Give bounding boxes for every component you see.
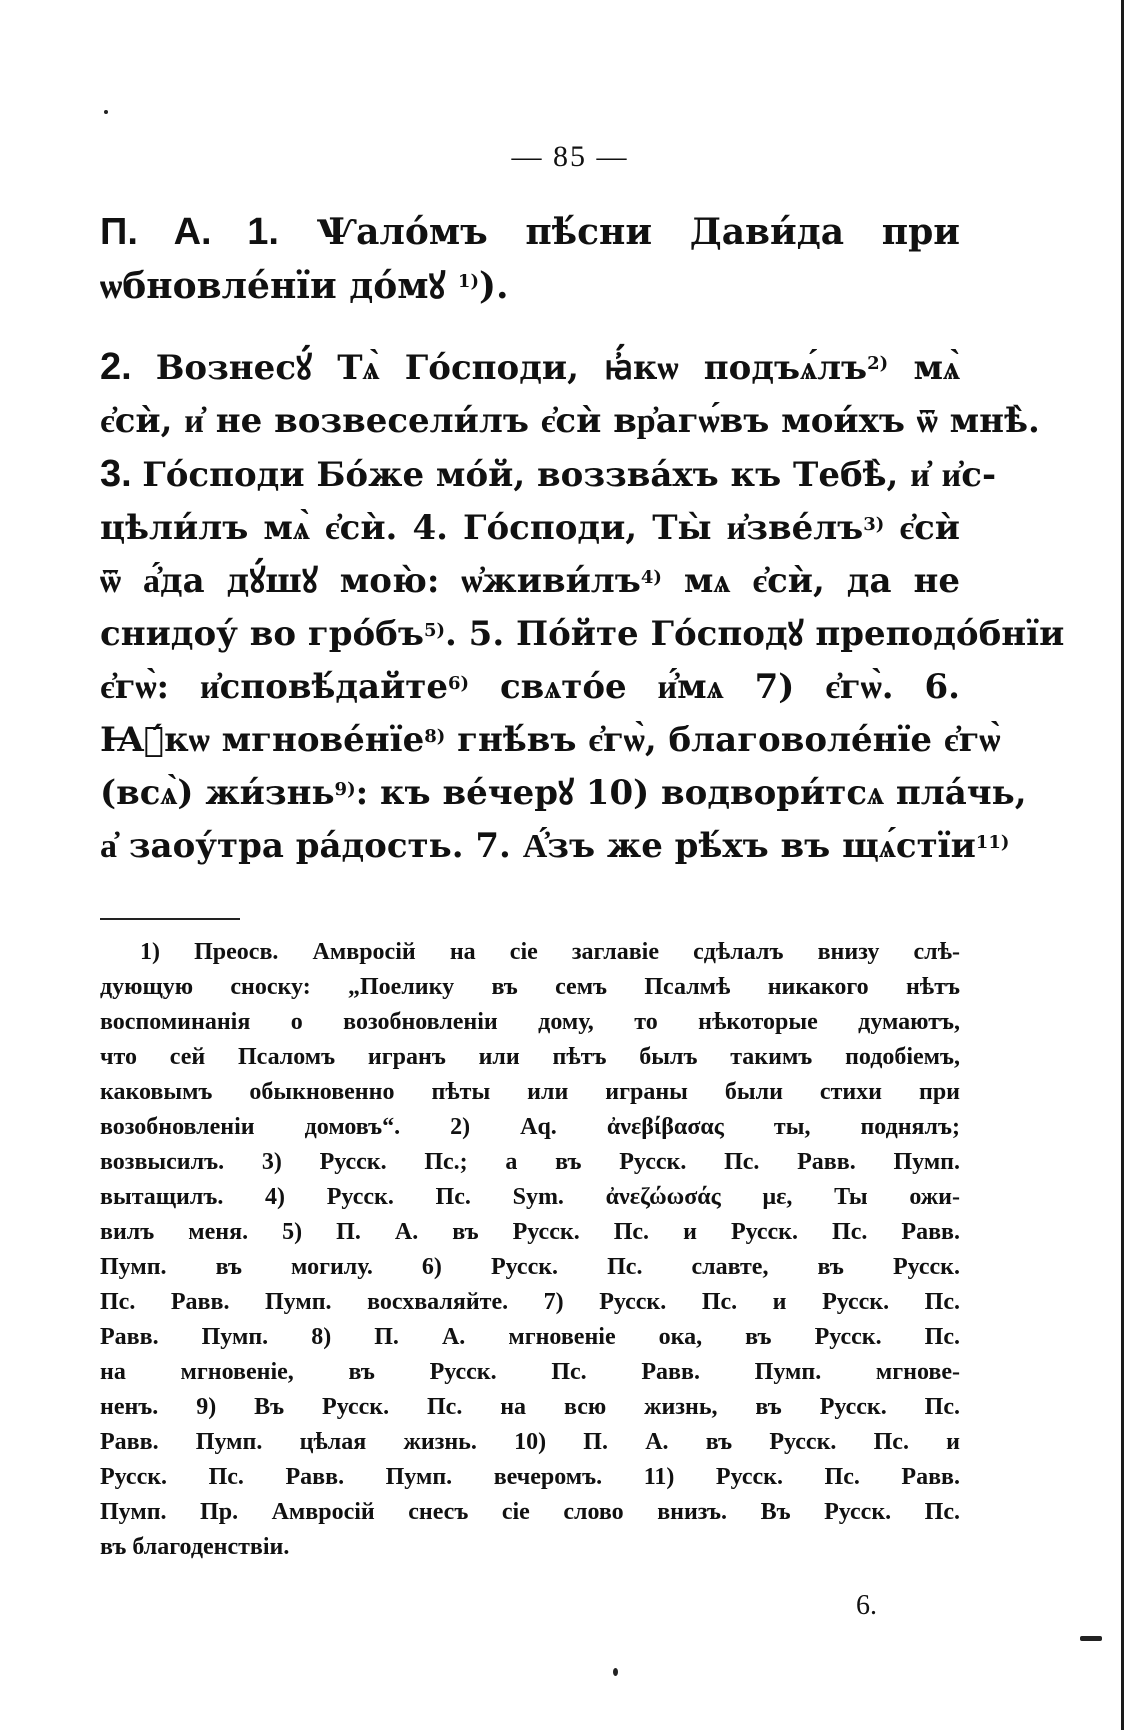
footnotes <box>100 935 960 1565</box>
footnote-line: возвысилъ. 3) Русск. Пс.; а въ Русск. Пс. Равв. Пумп. <box>100 1149 960 1175</box>
footnote-line: Равв. Пумп. 8) П. А. мгновеніе ока, въ Русск. Пс. <box>100 1324 960 1350</box>
heading-footnote-ref: 1) <box>457 271 479 292</box>
footnote-ref: 2) <box>867 353 889 374</box>
psalm-line-text: Го́споди Бо́же мо́й, воззва́хъ къ Тебѣ̀, и҆ и҆с- <box>142 455 997 495</box>
footnote-line: 1) Преосв. Амвросій на сіе заглавіе сдѣлалъ внизу слѣ- <box>140 939 960 965</box>
psalm-line <box>100 661 960 714</box>
psalm-line-text: Вознесꙋ́ Тѧ̀ Го́споди, ꙗ҆́кѡ подъѧ́лъ <box>155 348 868 388</box>
footnote-ref: 11) <box>975 832 1010 853</box>
footnote-line: дующую сноску: „Поелику въ семъ Псалмѣ никакого нѣтъ <box>100 974 960 1000</box>
footnote-line: Пумп. Пр. Амвросій снесъ сіе слово внизъ. Въ Русск. Пс. <box>100 1499 960 1525</box>
psalm-line <box>100 820 1010 873</box>
footnote-separator <box>100 918 240 920</box>
footnote-line: вытащилъ. 4) Русск. Пс. Sym. ἀνεζώωσάς με, Ты ожи- <box>100 1184 960 1210</box>
verse-number: 3. <box>100 453 143 495</box>
psalm-line <box>100 767 1027 820</box>
psalm-line-tail: є҆сѝ <box>884 508 960 548</box>
footnote-line: что сей Псаломъ игранъ или пѣтъ былъ такимъ подобіемъ, <box>100 1044 960 1070</box>
psalm-text <box>100 205 1065 873</box>
footnote-line: возобновленіи домовъ“. 2) Aq. ἀνεβίβασας ты, поднялъ; <box>100 1114 960 1140</box>
psalm-line-tail: мѧ є҆сѝ, да не <box>661 561 960 601</box>
footnote-line: Пумп. въ могилу. 6) Русск. Пс. славте, въ Русск. <box>100 1254 960 1280</box>
signature-mark: 6. <box>856 1590 877 1621</box>
psalm-line-text: а҆ заоу́тра ра́дость. 7. А҆́зъ же рѣ́хъ въ щѧ́стїи <box>100 826 976 866</box>
psalm-heading: П. А. 1. Ѱало́мъ пѣ́сни Дави́да при ѡбновле́нїи до́мꙋ $^{1)}$). <box>100 211 960 307</box>
print-speck <box>104 110 108 114</box>
print-speck <box>613 1668 618 1676</box>
psalm-body <box>100 341 1065 873</box>
psalm-line-tail: мѧ̀ <box>888 348 960 388</box>
psalm-line-tail: гнѣ́въ є҆гѡ̀, благоволе́нїе є҆гѡ̀ <box>445 720 1001 760</box>
psalm-line <box>100 555 960 608</box>
psalm-line-text: Ꙗ҆́кѡ мгнове́нїе <box>100 720 425 760</box>
heading-number: П. А. 1. <box>100 211 279 253</box>
psalm-line <box>100 502 960 555</box>
footnote-line: воспоминанія о возобновленіи дому, то нѣкоторые думаютъ, <box>100 1009 960 1035</box>
psalm-line-tail: : къ ве́черꙋ 10) водвори́тсѧ пла́чь, <box>355 773 1027 813</box>
psalm-line-tail: свѧто́е и҆́мѧ 7) є҆гѡ̀. 6. <box>469 667 960 707</box>
footnote-ref: 5) <box>423 620 445 641</box>
footnote-ref: 3) <box>863 514 885 535</box>
psalm-line <box>100 608 1065 661</box>
psalm-line-text: цѣли́лъ мѧ̀ є҆сѝ. 4. Го́споди, Ты̀ и҆зве́лъ <box>100 508 864 548</box>
footnote-ref: 4) <box>640 567 662 588</box>
psalm-line-text: є҆гѡ̀: и҆сповѣ́дайте <box>100 667 449 707</box>
footnote-line: Равв. Пумп. цѣлая жизнь. 10) П. А. въ Русск. Пс. и <box>100 1429 960 1455</box>
heading-title: Ѱало́мъ пѣ́сни Дави́да при ѡбновле́нїи до́мꙋ <box>100 211 960 307</box>
page-number: — 85 — <box>511 140 629 173</box>
psalm-line-text: (всѧ̀) жи́знь <box>100 773 335 813</box>
psalm-line-text: ѿ а҆́да дꙋ́шꙋ мою̀: ѡ҆живи́лъ <box>100 561 641 601</box>
footnote-line: Русск. Пс. Равв. Пумп. вечеромъ. 11) Русск. Пс. Равв. <box>100 1464 960 1490</box>
psalm-line <box>100 341 960 395</box>
footnote-ref: 9) <box>334 779 356 800</box>
page-edge-line <box>1121 0 1124 1730</box>
psalm-line <box>100 395 1040 448</box>
verse-number: 2. <box>100 346 156 388</box>
psalm-line-tail: . 5. По́йте Го́сподꙋ преподо́бнїи <box>444 614 1065 654</box>
footnote-line: въ благоденствіи. <box>100 1534 290 1560</box>
psalm-line <box>100 714 1001 767</box>
footnote-line: каковымъ обыкновенно пѣты или играны были стихи при <box>100 1079 960 1105</box>
footnote-ref: 8) <box>424 726 446 747</box>
psalm-line-text: є҆сѝ, и҆ не возвесели́лъ є҆сѝ вр҆агѡ́въ мои́хъ ѿ мнѣ̀. <box>100 401 1040 441</box>
footnote-line: вилъ меня. 5) П. А. въ Русск. Пс. и Русск. Пс. Равв. <box>100 1219 960 1245</box>
footnote-line: на мгновеніе, въ Русск. Пс. Равв. Пумп. мгновe- <box>100 1359 960 1385</box>
footnote-line: Пс. Равв. Пумп. восхваляйте. 7) Русск. Пс. и Русск. Пс. <box>100 1289 960 1315</box>
footnote-ref: 6) <box>448 673 470 694</box>
psalm-line-text: снидоу́ во гро́бъ <box>100 614 424 654</box>
print-speck <box>1080 1636 1102 1641</box>
psalm-line <box>100 448 997 502</box>
footnote-line: ненъ. 9) Въ Русск. Пс. на всю жизнь, въ Русск. Пс. <box>100 1394 960 1420</box>
